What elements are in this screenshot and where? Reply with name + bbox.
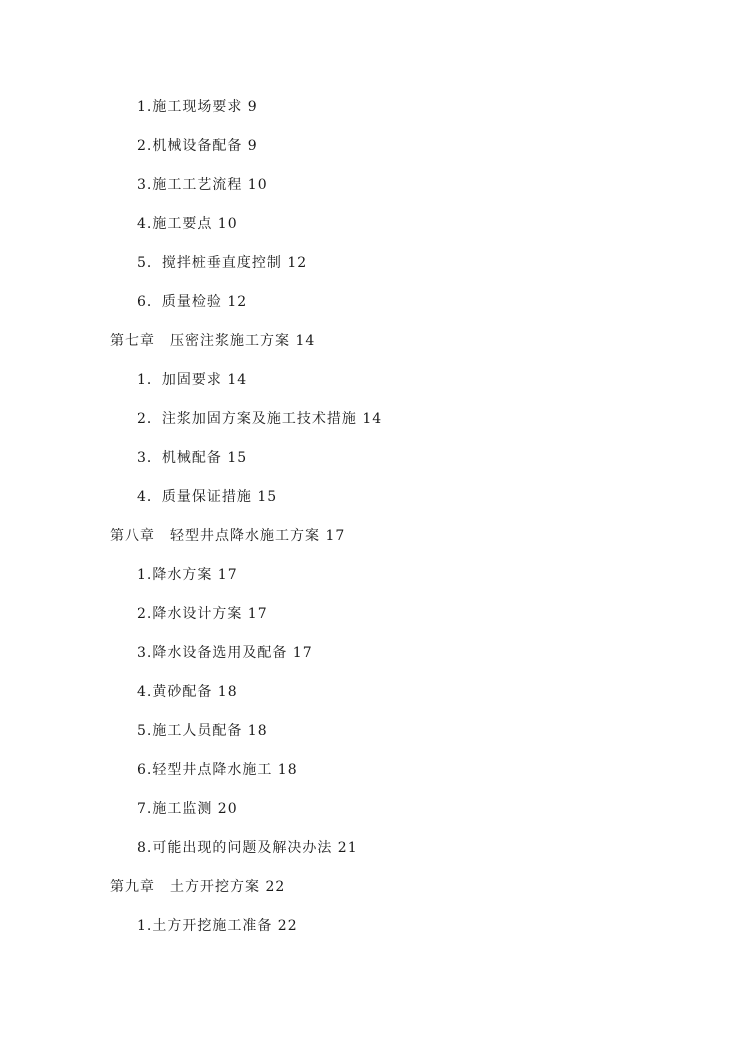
toc-entry[interactable]: 3.降水设备选用及配备 17 (137, 645, 313, 661)
toc-entry[interactable]: 1.降水方案 17 (137, 567, 238, 583)
toc-entry[interactable]: 8.可能出现的问题及解决办法 21 (137, 840, 358, 856)
toc-chapter-heading[interactable]: 第九章 土方开挖方案 22 (110, 879, 286, 895)
toc-entry[interactable]: 3．机械配备 15 (137, 450, 248, 466)
toc-entry[interactable]: 7.施工监测 20 (137, 801, 238, 817)
toc-entry[interactable]: 1.施工现场要求 9 (137, 99, 258, 115)
toc-entry[interactable]: 6.轻型井点降水施工 18 (137, 762, 298, 778)
toc-entry[interactable]: 2.机械设备配备 9 (137, 138, 258, 154)
toc-entry[interactable]: 4.黄砂配备 18 (137, 684, 238, 700)
toc-entry[interactable]: 1.土方开挖施工准备 22 (137, 918, 298, 934)
toc-entry[interactable]: 5.施工人员配备 18 (137, 723, 268, 739)
toc-entry[interactable]: 2．注浆加固方案及施工技术措施 14 (137, 411, 383, 427)
toc-entry[interactable]: 5．搅拌桩垂直度控制 12 (137, 255, 308, 271)
table-of-contents (0, 96, 744, 954)
toc-entry[interactable]: 4.施工要点 10 (137, 216, 238, 232)
toc-entry[interactable]: 4．质量保证措施 15 (137, 489, 278, 505)
toc-entry[interactable]: 3.施工工艺流程 10 (137, 177, 268, 193)
toc-entry[interactable]: 2.降水设计方案 17 (137, 606, 268, 622)
toc-entry[interactable]: 1．加固要求 14 (137, 372, 248, 388)
toc-entry[interactable]: 6．质量检验 12 (137, 294, 248, 310)
toc-chapter-heading[interactable]: 第八章 轻型井点降水施工方案 17 (110, 528, 346, 544)
toc-chapter-heading[interactable]: 第七章 压密注浆施工方案 14 (110, 333, 316, 349)
